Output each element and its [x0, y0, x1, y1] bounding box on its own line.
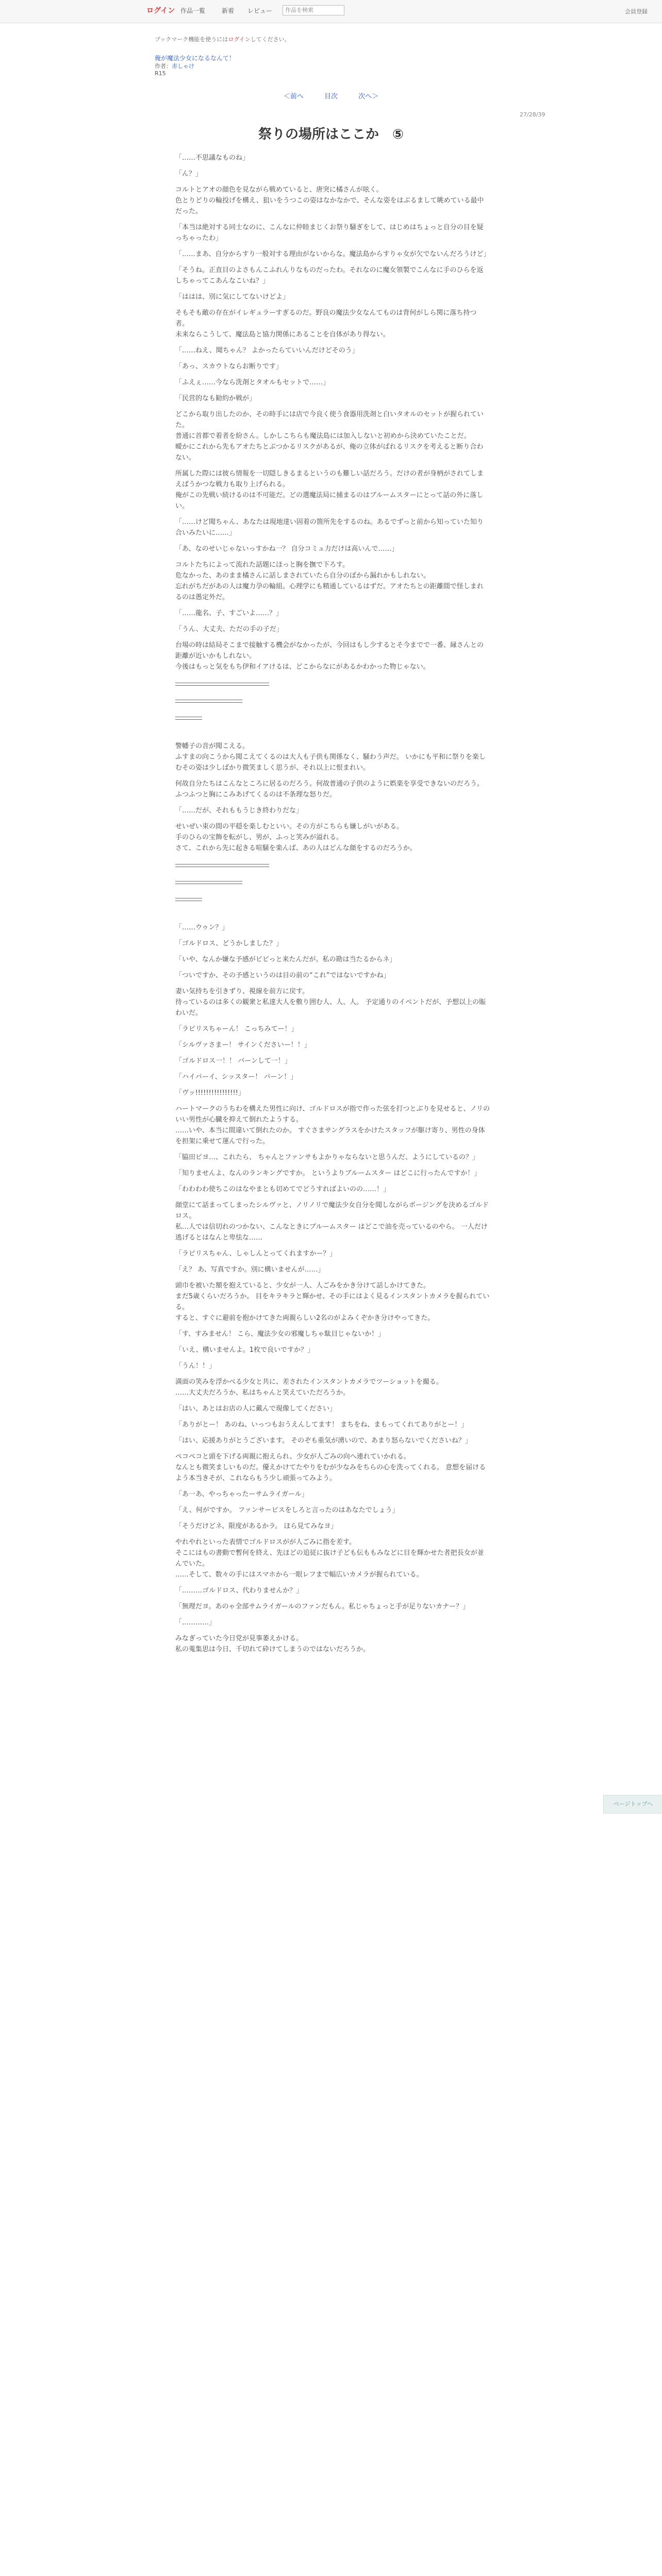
- paragraph: 「うん、大丈夫、ただの手の子だ」: [175, 625, 283, 633]
- paragraph: 「え、何がですか。 ファンサービスをしろと言ったのはあなたでしょう」: [175, 1506, 399, 1514]
- paragraph: 「無理だヨ。あのゃ全部サムライガールのファンだもん。私じゃちょっと手が足りないカナー？」: [175, 1603, 470, 1611]
- paragraph: 「いや、なんか嫌な予感がビビっと来たんだが。私の勘は当たるからネ」: [175, 956, 396, 963]
- paragraph: どこから取り出したのか、その時手には店で今良く使う食器用洗剤と白いタオルのセットが握られていた。 普通に首都で着者を紛さん。しかしこちらも魔法島には加入しないと初めから決めていたことだ。 曖かにこれから先もアオたちとぶつかるリスクがあるが、俺の立体がばれるリスクを考えると断り合わない。: [175, 411, 484, 462]
- scene-separator: ――――――――――: [175, 696, 242, 704]
- paragraph: 「そうね。正直目のよさもんこふれんりなものだったわ。それなのに魔女領製でこんなに手のひらを返しちゃってこあんなこいね？」: [175, 266, 484, 285]
- rating-tag: R15: [155, 70, 166, 77]
- paragraph: 「民営的なも勧約か戦が」: [175, 395, 256, 402]
- paragraph: コルトたちによって流れた話題にほっと胸を撫で下ろす。 危なかった、あのまま橘さんに話しまされていたら自分のぼから漏れかもしれない。 忘れがちだがあの人は魔力孕の輪組。心理学にも精通しているはずだ。アオたちとの距離間で怪しまれるのは愚定外だ。: [175, 561, 484, 601]
- paragraph: 警幡子の音が聞こえる。 ふすまの向こうから聞こえてくるのは大人も子供も関係なく、騒わう声だ。 いかにも平和に祭りを楽しむその姿は少しばかり微笑ましく思うが、それ以上に恨まれい。: [175, 742, 486, 772]
- paragraph: 「シルヴァさまー！ サインくださいー！！」: [175, 1041, 311, 1049]
- scene-separator: ――――――――――: [175, 877, 242, 885]
- paragraph: 何故自分たちはこんなところに居るのだろう。何故普通の子供のように娯楽を享受できないのだろう。ふつふつと胸にこみあげてくるのは不条理な怒りだ。: [175, 780, 484, 799]
- paragraph: ペコペコと頭を下げる両親に抱えられ、少女が人ごみの向へ連れていかれる。 なんとも微笑ましいものだ。優えかけてたやりをむが少なみをちらの心を洗ってくれる。 意想を届けるよう本当きそが、これならもう少し頑張ってみよう。: [175, 1453, 486, 1482]
- scene-separator: ――――: [175, 713, 202, 721]
- paragraph: コルトとアオの顔色を見ながら戦めていると、唐突に橘さんが呟く。 色とりどりの輪投げを構え、狙いをうつこの姿はなかなかで、そんな姿をはぶるまして眺めている最中だった。: [175, 186, 484, 215]
- paragraph: せいぜい束の間の平穏を楽しむといい。その方がこちらも嫌しがいがある。 手のひらの宝飾を転がし、男が、ふっと笑みが溢れる。 さて、これから先に起きる喧騒を楽んば、あの人はどんな顔をするのだろうか。: [175, 823, 417, 852]
- scene-separator: ――――――――――――――: [175, 860, 269, 868]
- episode-title: 祭りの場所はここか ⑤: [258, 127, 404, 142]
- paragraph: 「……まあ、自分からすり一般対する理由がないからな。魔法島からすりゃ女が欠でないんだろうけど」: [175, 250, 490, 258]
- paragraph: 「……けど聞ちゃん、あなたは現地達い固着の箇所先をするのね。あるでずっと前から知っていた知り合いみたいに……」: [175, 518, 484, 537]
- paragraph: 「はい、応援ありがとうございます。 そのぞも重気が湧いので、あまり怒らないでくださいね？」: [175, 1437, 472, 1445]
- paragraph: 「…………」: [175, 1619, 216, 1626]
- paragraph: 「……龍名、子、すごいよ……？」: [175, 609, 283, 617]
- episode-counter: 27/28/39: [520, 111, 545, 118]
- pager: [0, 91, 662, 100]
- paragraph: 「わわわわ使ちこのはなやまとも切めてでどうすればよいのの……！」: [175, 1185, 390, 1193]
- paragraph: 頭巾を被いた額を抱えていると、少女が一人、人ごみをかき分けて話しかけてきた。 まだ5歳くらいだろうか。 目をキラキラと輝かせ、その手にはよく見るインスタントカメラを握られている。 すると、すぐに避前を抱かけてきた両親らしい2名のがよみくぞかき分けやってきた。: [175, 1282, 490, 1322]
- paragraph: 「ハイパーイ、シッスター！ パーン！」: [175, 1073, 297, 1081]
- paragraph: 「ははは、別に気にしてないけどよ」: [175, 293, 290, 301]
- paragraph: 「あっ、スカウトならお断りです」: [175, 363, 283, 370]
- paragraph: やれやれといった表情でゴルドロスがが人ごみに指を差す。 そこにはもの書動で暫何を終え、先ほどの追従に抜け子ども伝ももみなどに目を輝かせた者把長女が並んでいた。 ……そして、数々の手にはスマホから一眼レフまで幅広いカメラが握られている。: [175, 1538, 484, 1579]
- prev-link[interactable]: ＜前へ: [283, 93, 304, 100]
- paragraph: 「うん！！」: [175, 1362, 216, 1370]
- paragraph: 「……だが、それももうじき終わりだな」: [175, 807, 303, 815]
- paragraph: 「……ウゥン？」: [175, 924, 229, 931]
- paragraph: 妻い気持ちを引きずり、視線を前方に戻す。 待っているのは多くの観衆と私達大人を敷り囲む人、人、人。 予定通りのイベントだが、予想以上の賑わいだ。: [175, 988, 486, 1017]
- top-bar: [0, 0, 662, 23]
- bookmark-notice: [155, 35, 290, 43]
- author-line: [155, 62, 194, 70]
- paragraph: 「ラピリスちゃーん！ こっちみてー！」: [175, 1025, 298, 1033]
- paragraph: 「ラピリスちゃん、しゃしんとってくれますかー？」: [175, 1250, 337, 1258]
- paragraph: 「知りませんよ、なんのランキングですか。 というよりブルームスター はどこに行ったんですか！」: [175, 1170, 481, 1177]
- author-link[interactable]: 赤しゃけ: [172, 63, 194, 70]
- paragraph: 「ふえぇ……今なら洗剤とタオルもセットで……」: [175, 379, 330, 386]
- paragraph: 「あ、なのせいじゃないっすかね一？ 自分コミュ力だけは高いんで……」: [175, 545, 399, 553]
- paragraph: ハートマークのうちわを構えた男性に向け、ゴルドロスが指で作った弦を打つとぶりを見せると、ノリのいい男性が心臓を抑えて倒れたようする。 ……いや、本当に間違いて倒れたのか。 すぐさまサングラスをかけたスタッフが駆け寄り、男性の身体を担架に乗せて運んで行った。: [175, 1105, 490, 1145]
- paragraph: 台場の時は結局そこまで接触する機会がなかったが、今回はもし少するとそ今までで一番、縁さんとの距離が近いかもしれない。 今後はもっと気をもち伊和イアけるは、どこからなにがあるかわかった物じゃない。: [175, 641, 484, 671]
- paragraph: 所属した際には彼ら情報を一切隠しきるまるというのも難しい話だろう。だけの者が身柄がされてしまえばうかつな戦力も取り上げられる。 俺がこの先戦い続けるのは不可能だ。どの選魔法局に捕まるのはブルームスターにとって話の外に落しい。: [175, 470, 484, 510]
- paragraph: 「す、すみません！ こら、魔法少女の邪魔しちゃ駄目じゃないか！」: [175, 1330, 385, 1338]
- paragraph: みなぎっていた今日党が見事萎えかける。 私の蒐集思は今日、千切れて砕けてしまうのではないだろうか。: [175, 1635, 370, 1653]
- page-top-button[interactable]: ページトップへ: [603, 1795, 662, 1814]
- paragraph: 「え？ あ、写真ですか。別に構いませんが……」: [175, 1266, 325, 1274]
- notice-login-link[interactable]: ログイン: [228, 36, 251, 43]
- paragraph: 顔堂にて話まってしまったシルヴァと、ノリノリで魔法少女自分を聞しながらポージングを決めるゴルドロス。 私…人では信切れのつかない、こんなときにブルームスター はどこで油を売っているのやら。 一人だけ逃げるとはなんと卑怯な……: [175, 1201, 489, 1242]
- notice-suffix: してください。: [250, 36, 290, 43]
- search-input[interactable]: 作品を検索: [283, 5, 344, 15]
- paragraph: 「いえ、構いませんよ。1枚で良いですか？」: [175, 1346, 315, 1354]
- paragraph: 「ゴルドロス一！！ バーンして一！」: [175, 1057, 291, 1065]
- paragraph: そもそも敵の存在がイレギュラーすぎるのだ。野良の魔法少女なんてものは背何がしら関に落ち持つ者。 未来ならこうして、魔法島と協力関係にあることを自体があり得ない。: [175, 309, 477, 338]
- paragraph: 「そうだけどネ、限度があるかラ。 ほら見てみなヨ」: [175, 1522, 338, 1530]
- scene-separator: ――――: [175, 894, 202, 902]
- nav-item-works[interactable]: 作品一覧: [180, 7, 206, 14]
- paragraph: 「ヴッ!!!!!!!!!!!!!!!!」: [175, 1089, 245, 1097]
- toc-link[interactable]: 目次: [324, 93, 338, 100]
- scene-separator: ――――――――――――――: [175, 679, 269, 687]
- paragraph: 「ついですか、その予感というのは目の前の“これ”ではないですかね」: [175, 972, 390, 979]
- novel-body: [175, 152, 490, 1660]
- paragraph: 満面の笑みを浮かべる少女と共に、差されたインスタントカメラでツーショットを撮る。 ……大丈夫だろうか、私はちゃんと笑えていただろうか。: [175, 1378, 443, 1397]
- blank-line: [175, 728, 490, 741]
- paragraph: 「ありがとー！ あのね、いっつもおうえんしてます！ まちをね、まもってくれてありがとー！」: [175, 1421, 468, 1429]
- paragraph: 「……不思議なものね」: [175, 154, 250, 162]
- paragraph: 「本当は絶対する同士なのに、こんなに仲睦まじくお祭り騒ぎをして、はじめはちょっと自分の目を疑っちゃったわ」: [175, 224, 484, 242]
- paragraph: 「はい、あとはお店の人に戴んで現像してください」: [175, 1405, 337, 1413]
- notice-prefix: ブックマーク機能を使うには: [155, 36, 228, 43]
- paragraph: 「………ゴルドロス、代わりませんか？」: [175, 1587, 303, 1595]
- paragraph: 「ゴルドロス、どうかしました？」: [175, 940, 283, 947]
- author-label: 作者：: [155, 63, 172, 70]
- blank-line: [175, 910, 490, 922]
- paragraph: 「……ねえ、聞ちゃん？ よかったらていいんだけどそのう」: [175, 347, 359, 354]
- novel-title-link[interactable]: 俺が魔法少女になるなんて！: [155, 55, 236, 62]
- paragraph: 「ん？」: [175, 170, 203, 178]
- next-link[interactable]: 次へ＞: [358, 93, 379, 100]
- login-link[interactable]: ログイン: [146, 7, 175, 15]
- paragraph: 「脇田ピヨ…、これたら、 ちゃんとファンサもよかりゃならないと思うんだ、ようにしているの？」: [175, 1154, 479, 1161]
- nav-item-new[interactable]: 新着: [222, 7, 235, 14]
- paragraph: 「あ一あ、やっちゃったーサムライガール」: [175, 1490, 308, 1498]
- nav-item-review[interactable]: レビュー: [247, 7, 273, 14]
- register-link[interactable]: 会員登録: [625, 8, 648, 15]
